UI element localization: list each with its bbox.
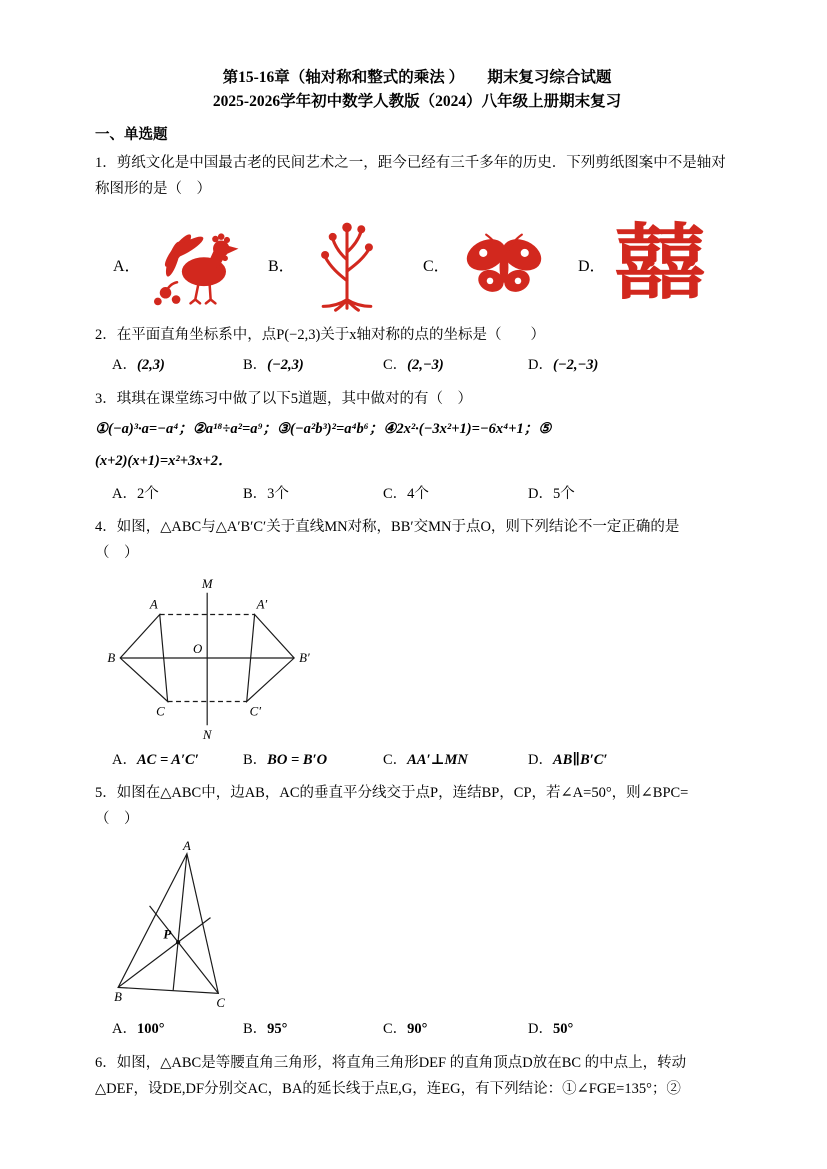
point-P-dot xyxy=(176,940,180,944)
section-heading: 一、单选题 xyxy=(95,127,168,144)
question-2-options xyxy=(112,352,739,380)
tree-papercut-image xyxy=(303,214,391,314)
q4-option-d-label: D． xyxy=(528,751,553,768)
question-4-text: 4．如图，△ABC与△A′B′C′关于直线MN对称，BB′交MN于点O，则下列结论不一定正确的是 xyxy=(95,519,680,536)
q1-option-d xyxy=(578,218,706,310)
q4-label-M: M xyxy=(201,576,213,591)
q3-option-a-value: 2个 xyxy=(136,485,159,502)
question-4-figure xyxy=(107,575,739,743)
question-4-options xyxy=(112,747,739,775)
question-1-text: 1．剪纸文化是中国最古老的民间艺术之一，距今已经有三千多年的历史．下列剪纸图案中不是轴对称图形的是（ ） xyxy=(95,155,726,198)
q4-option-d xyxy=(528,747,608,775)
q4-label-C-prime: C′ xyxy=(249,703,262,718)
q2-option-c-label: C． xyxy=(383,357,408,374)
q4-option-c-value: AA′⊥MN xyxy=(407,751,468,768)
q5-option-c xyxy=(383,1016,528,1044)
q2-option-c xyxy=(383,352,528,380)
q5-label-P: P xyxy=(163,927,172,942)
q3-option-d xyxy=(528,481,575,509)
q1-option-b-label: B． xyxy=(268,257,295,275)
symmetry-triangles-figure xyxy=(107,575,337,743)
q2-option-d-label: D． xyxy=(528,357,553,374)
question-1-image-options xyxy=(113,214,739,314)
question-5-figure xyxy=(107,840,739,1012)
q1-option-d-label: D． xyxy=(578,257,606,275)
q2-option-a-label: A． xyxy=(112,357,137,374)
q5-option-b-label: B． xyxy=(243,1021,268,1038)
q2-option-b-label: B． xyxy=(243,357,268,374)
double-happiness-papercut-image: 囍 xyxy=(613,218,706,310)
q3-option-c-label: C． xyxy=(383,485,408,502)
q1-option-b xyxy=(268,214,423,314)
question-2-text: 2．在平面直角坐标系中，点P(−2,3)关于x轴对称的点的坐标是（ ） xyxy=(95,327,546,344)
q4-option-c-label: C． xyxy=(383,751,408,768)
q4-option-a xyxy=(112,747,243,775)
question-6-text-line2: △DEF，设DE,DF分别交AC，BA的延长线于点E,G，连EG，有下列结论：①∠FGE=135°；② xyxy=(95,1080,681,1097)
q4-label-A: A xyxy=(149,597,158,612)
q4-label-O: O xyxy=(192,641,203,656)
q4-option-a-value: AC = A′C′ xyxy=(136,751,199,768)
q5-label-A: A xyxy=(183,840,191,854)
q2-option-d-value: (−2,−3) xyxy=(552,357,599,374)
q1-option-a xyxy=(113,216,268,312)
q5-label-B: B xyxy=(114,990,122,1005)
perpendicular-bisector-triangle-figure xyxy=(107,840,257,1012)
q1-option-c-label: C． xyxy=(423,257,450,275)
q5-option-d-value: 50° xyxy=(552,1021,574,1038)
q3-option-c xyxy=(383,481,528,509)
butterfly-papercut-image xyxy=(458,223,550,305)
question-5-text2: （ ） xyxy=(95,811,139,828)
q5-option-d-label: D． xyxy=(528,1021,553,1038)
q2-option-a-value: (2,3) xyxy=(136,357,165,374)
q3-option-a-label: A． xyxy=(112,485,137,502)
q5-option-d xyxy=(528,1016,573,1044)
question-4-text2: （ ） xyxy=(95,545,139,562)
q4-option-c xyxy=(383,747,528,775)
q4-label-C: C xyxy=(156,703,165,718)
q3-option-a xyxy=(112,481,243,509)
document-title-line2: 2025-2026学年初中数学人教版（2024）八年级上册期末复习 xyxy=(212,93,622,111)
q5-option-c-label: C． xyxy=(383,1021,408,1038)
question-3-text: 3．琪琪在课堂练习中做了以下5道题，其中做对的有（ ） xyxy=(95,390,472,407)
q3-option-c-value: 4个 xyxy=(407,485,429,502)
rooster-papercut-image xyxy=(149,216,255,312)
q2-option-c-value: (2,−3) xyxy=(407,357,444,374)
question-3-expression-line1: ①(−a)³·a=−a⁴；②a¹⁸÷a²=a⁹；③(−a²b³)²=a⁴b⁶；④2x²·(−3x²+1)=−6x⁴+1；⑤ xyxy=(95,420,552,437)
question-5-text: 5．如图在△ABC中，边AB，AC的垂直平分线交于点P，连结BP，CP，若∠A=50°，则∠BPC= xyxy=(95,785,689,802)
document-title-line1: 第15-16章（轴对称和整式的乘法 ） 期末复习综合试题 xyxy=(222,69,612,86)
q4-option-a-label: A． xyxy=(112,751,137,768)
q4-label-B-prime: B′ xyxy=(299,650,310,665)
q5-option-b-value: 95° xyxy=(267,1021,288,1038)
q4-option-b-value: BO = B′O xyxy=(267,751,328,768)
q2-option-d xyxy=(528,352,598,380)
q1-option-a-label: A． xyxy=(113,257,141,275)
q4-label-B: B xyxy=(107,650,116,665)
q2-option-b-value: (−2,3) xyxy=(267,357,304,374)
q3-option-d-value: 5个 xyxy=(552,485,575,502)
q1-option-c xyxy=(423,223,578,305)
q5-option-c-value: 90° xyxy=(407,1021,428,1038)
q5-option-a-label: A． xyxy=(112,1021,137,1038)
q3-option-b xyxy=(243,481,383,509)
q4-label-N: N xyxy=(202,727,212,742)
question-3-expression-line2: (x+2)(x+1)=x²+3x+2． xyxy=(95,453,233,470)
q4-option-b-label: B． xyxy=(243,751,268,768)
q5-option-a-value: 100° xyxy=(136,1021,165,1038)
question-6-text-line1: 6．如图，△ABC是等腰直角三角形，将直角三角形DEF 的直角顶点D放在BC 的中点上，转动 xyxy=(95,1054,687,1071)
q3-option-d-label: D． xyxy=(528,485,553,502)
q2-option-a xyxy=(112,352,243,380)
q4-option-b xyxy=(243,747,383,775)
q4-option-d-value: AB∥B′C′ xyxy=(552,751,608,768)
question-5-options xyxy=(112,1016,739,1044)
q5-label-C: C xyxy=(216,996,225,1011)
question-3-options xyxy=(112,481,739,509)
q5-option-b xyxy=(243,1016,383,1044)
q3-option-b-label: B． xyxy=(243,485,268,502)
q3-option-b-value: 3个 xyxy=(267,485,289,502)
q2-option-b xyxy=(243,352,383,380)
q5-option-a xyxy=(112,1016,243,1044)
q4-label-A-prime: A′ xyxy=(256,597,268,612)
